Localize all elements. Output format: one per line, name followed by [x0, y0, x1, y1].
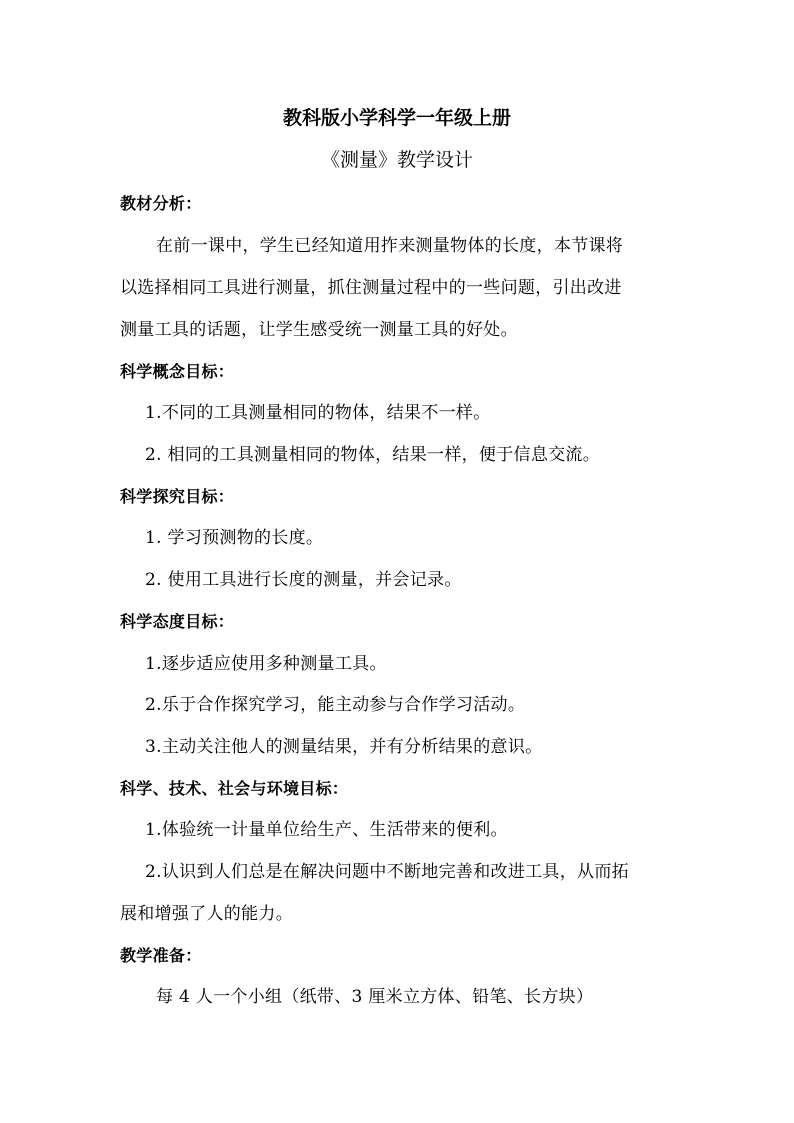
- section-heading-inquiry-goals: 科学探究目标：: [120, 487, 235, 506]
- paragraph-line: 每 4 人一个小组（纸带、3 厘米立方体、铅笔、长方块）: [156, 987, 594, 1007]
- document-subtitle: 《测量》教学设计: [320, 149, 473, 171]
- section-heading-sts-goals: 科学、技术、社会与环境目标：: [120, 779, 349, 798]
- list-item: 1. 学习预测物的长度。: [145, 528, 324, 548]
- list-item-continuation: 展和增强了人的能力。: [120, 904, 293, 924]
- section-heading-material-analysis: 教材分析：: [120, 194, 202, 213]
- list-item: 2.乐于合作探究学习，能主动参与合作学习活动。: [145, 695, 526, 715]
- list-item: 1.不同的工具测量相同的物体，结果不一样。: [145, 403, 491, 423]
- paragraph-line: 在前一课中，学生已经知道用拃来测量物体的长度，本节课将: [156, 236, 624, 256]
- list-item: 2. 使用工具进行长度的测量，并会记录。: [145, 570, 462, 590]
- list-item: 2. 相同的工具测量相同的物体，结果一样，便于信息交流。: [145, 445, 601, 465]
- document-title: 教科版小学科学一年级上册: [282, 107, 511, 129]
- paragraph-line: 测量工具的话题，让学生感受统一测量工具的好处。: [120, 320, 518, 340]
- section-heading-concept-goals: 科学概念目标：: [120, 362, 235, 381]
- section-heading-preparation: 教学准备：: [120, 946, 202, 965]
- section-heading-attitude-goals: 科学态度目标：: [120, 612, 235, 631]
- list-item: 2.认识到人们总是在解决问题中不断地完善和改进工具，从而拓: [145, 862, 629, 882]
- list-item: 1.体验统一计量单位给生产、生活带来的便利。: [145, 820, 508, 840]
- list-item: 3.主动关注他人的测量结果，并有分析结果的意识。: [145, 737, 543, 757]
- list-item: 1.逐步适应使用多种测量工具。: [145, 654, 387, 674]
- paragraph-line: 以选择相同工具进行测量，抓住测量过程中的一些问题，引出改进: [120, 278, 622, 298]
